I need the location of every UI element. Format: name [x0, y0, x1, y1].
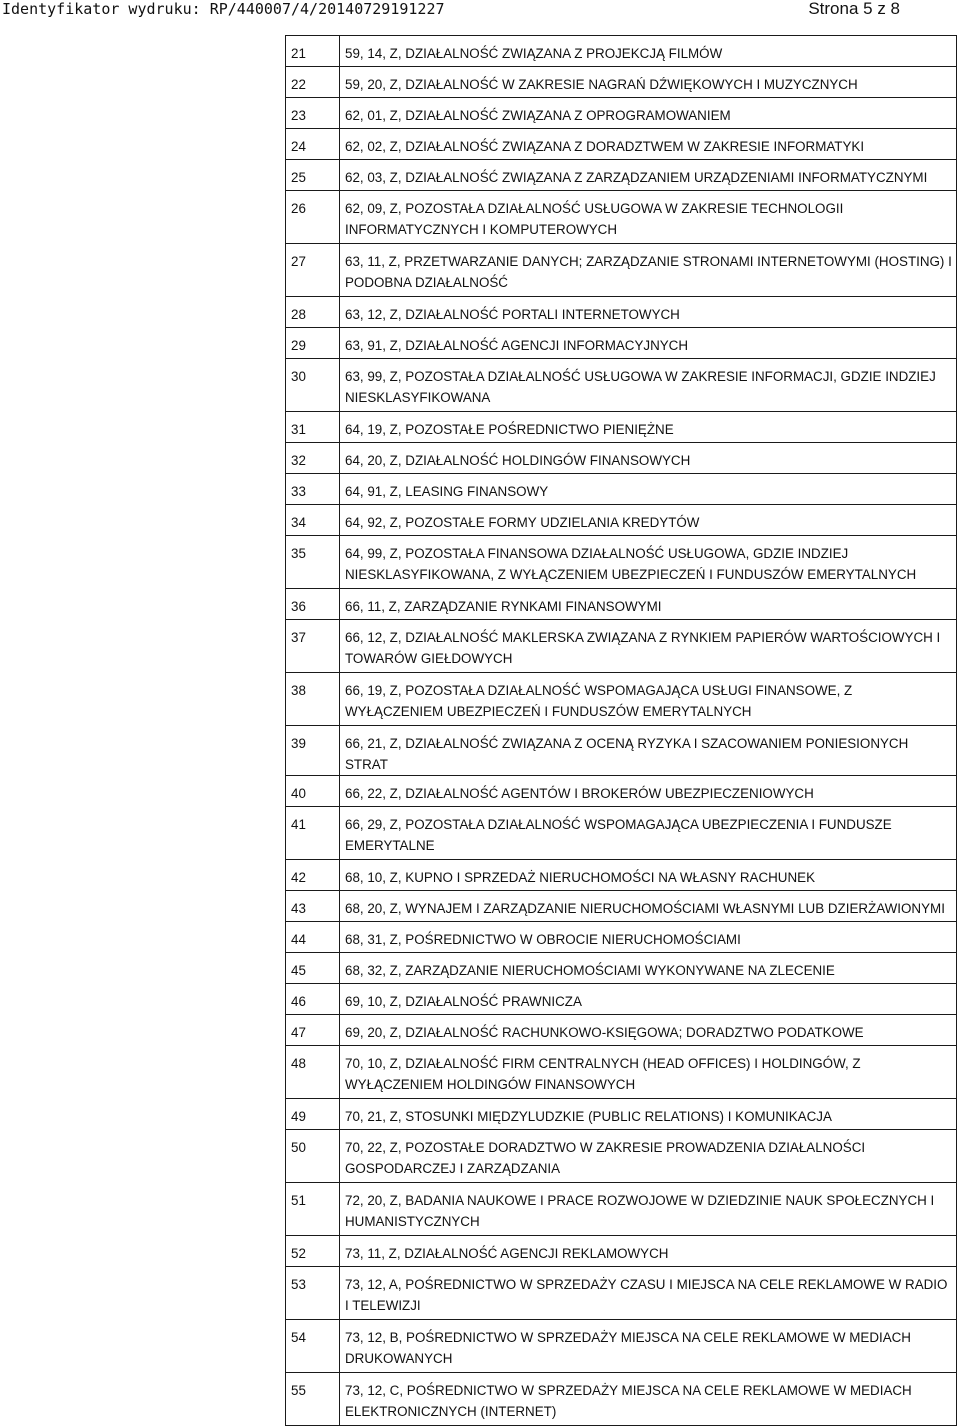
activity-description-cell	[340, 359, 957, 412]
row-number: 52	[291, 1246, 306, 1261]
activity-description-cell	[340, 328, 957, 359]
activity-description: 66, 29, Z, POZOSTAŁA DZIAŁALNOŚĆ WSPOMAGAJĄCA UBEZPIECZENIA I FUNDUSZE EMERYTALNE	[345, 817, 892, 853]
activity-description-cell	[340, 1267, 957, 1320]
activity-description: 73, 12, A, POŚREDNICTWO W SPRZEDAŻY CZASU I MIEJSCA NA CELE REKLAMOWE W RADIO I TELEWIZJI	[345, 1277, 948, 1313]
row-number: 28	[291, 307, 306, 322]
activity-description-cell	[340, 1046, 957, 1099]
row-number-cell	[286, 953, 340, 984]
row-number: 35	[291, 546, 306, 561]
activity-description: 59, 20, Z, DZIAŁALNOŚĆ W ZAKRESIE NAGRAŃ DŹWIĘKOWYCH I MUZYCZNYCH	[345, 77, 858, 92]
activity-description: 63, 11, Z, PRZETWARZANIE DANYCH; ZARZĄDZANIE STRONAMI INTERNETOWYMI (HOSTING) I PODOBNA DZIAŁALNOŚĆ	[345, 254, 952, 290]
table-row	[286, 412, 957, 443]
activity-description: 70, 10, Z, DZIAŁALNOŚĆ FIRM CENTRALNYCH (HEAD OFFICES) I HOLDINGÓW, Z WYŁĄCZENIEM HOLDINGÓW FINANSOWYCH	[345, 1056, 861, 1092]
row-number-cell	[286, 1236, 340, 1267]
row-number: 49	[291, 1109, 306, 1124]
row-number: 38	[291, 683, 306, 698]
table-row	[286, 860, 957, 891]
table-row	[286, 1046, 957, 1099]
activity-description-cell	[340, 807, 957, 860]
table-row	[286, 297, 957, 328]
activity-description-cell	[340, 160, 957, 191]
table-row	[286, 160, 957, 191]
table-row	[286, 505, 957, 536]
row-number-cell	[286, 505, 340, 536]
row-number-cell	[286, 1267, 340, 1320]
row-number-cell	[286, 297, 340, 328]
row-number-cell	[286, 443, 340, 474]
table-row	[286, 536, 957, 589]
table-row	[286, 443, 957, 474]
table-row	[286, 620, 957, 673]
row-number-cell	[286, 589, 340, 620]
row-number: 42	[291, 870, 306, 885]
page-header	[0, 0, 960, 22]
table-row	[286, 328, 957, 359]
activity-description: 64, 99, Z, POZOSTAŁA FINANSOWA DZIAŁALNOŚĆ USŁUGOWA, GDZIE INDZIEJ NIESKLASYFIKOWANA, Z WYŁĄCZENIEM UBEZPIECZEŃ I FUNDUSZÓW EMERYTALNYCH	[345, 546, 917, 582]
activity-description: 62, 03, Z, DZIAŁALNOŚĆ ZWIĄZANA Z ZARZĄDZANIEM URZĄDZENIAMI INFORMATYCZNYMI	[345, 170, 928, 185]
table-row	[286, 807, 957, 860]
activity-description: 64, 92, Z, POZOSTAŁE FORMY UDZIELANIA KREDYTÓW	[345, 515, 700, 530]
row-number: 30	[291, 369, 306, 384]
table-row	[286, 474, 957, 505]
table-row	[286, 359, 957, 412]
table-row	[286, 922, 957, 953]
row-number-cell	[286, 776, 340, 807]
row-number-cell	[286, 1183, 340, 1236]
row-number-cell	[286, 1046, 340, 1099]
activity-description-cell	[340, 98, 957, 129]
print-identifier: Identyfikator wydruku: RP/440007/4/20140729191227	[2, 0, 445, 18]
row-number: 48	[291, 1056, 306, 1071]
row-number-cell	[286, 673, 340, 726]
activity-description-cell	[340, 891, 957, 922]
activity-description: 68, 31, Z, POŚREDNICTWO W OBROCIE NIERUCHOMOŚCIAMI	[345, 932, 741, 947]
activity-description-cell	[340, 191, 957, 244]
row-number-cell	[286, 98, 340, 129]
activity-description-cell	[340, 589, 957, 620]
activity-description-cell	[340, 953, 957, 984]
activity-description: 66, 12, Z, DZIAŁALNOŚĆ MAKLERSKA ZWIĄZANA Z RYNKIEM PAPIERÓW WARTOŚCIOWYCH I TOWARÓW GIEŁDOWYCH	[345, 630, 941, 666]
row-number-cell	[286, 359, 340, 412]
activity-description-cell	[340, 984, 957, 1015]
row-number: 45	[291, 963, 306, 978]
row-number: 41	[291, 817, 306, 832]
table-row	[286, 984, 957, 1015]
table-row	[286, 191, 957, 244]
row-number: 47	[291, 1025, 306, 1040]
activity-description-cell	[340, 244, 957, 297]
table-row	[286, 244, 957, 297]
activity-description: 62, 09, Z, POZOSTAŁA DZIAŁALNOŚĆ USŁUGOWA W ZAKRESIE TECHNOLOGII INFORMATYCZNYCH I KOMPUTEROWYCH	[345, 201, 844, 237]
activity-description-cell	[340, 1183, 957, 1236]
activity-description: 73, 12, B, POŚREDNICTWO W SPRZEDAŻY MIEJSCA NA CELE REKLAMOWE W MEDIACH DRUKOWANYCH	[345, 1330, 911, 1366]
activity-description-cell	[340, 474, 957, 505]
activity-description-cell	[340, 1130, 957, 1183]
activity-description: 66, 22, Z, DZIAŁALNOŚĆ AGENTÓW I BROKERÓW UBEZPIECZENIOWYCH	[345, 786, 814, 801]
table-body	[286, 36, 957, 1426]
row-number-cell	[286, 984, 340, 1015]
row-number-cell	[286, 191, 340, 244]
activity-description: 70, 21, Z, STOSUNKI MIĘDZYLUDZKIE (PUBLIC RELATIONS) I KOMUNIKACJA	[345, 1109, 832, 1124]
row-number-cell	[286, 726, 340, 776]
table-row	[286, 1099, 957, 1130]
row-number-cell	[286, 36, 340, 67]
activity-description: 63, 99, Z, POZOSTAŁA DZIAŁALNOŚĆ USŁUGOWA W ZAKRESIE INFORMACJI, GDZIE INDZIEJ NIESKLASYFIKOWANA	[345, 369, 936, 405]
table-row	[286, 891, 957, 922]
activity-description-cell	[340, 443, 957, 474]
row-number: 37	[291, 630, 306, 645]
row-number: 50	[291, 1140, 306, 1155]
pkd-activity-table	[285, 35, 957, 1426]
activity-description-cell	[340, 1320, 957, 1373]
activity-description: 62, 01, Z, DZIAŁALNOŚĆ ZWIĄZANA Z OPROGRAMOWANIEM	[345, 108, 731, 123]
row-number-cell	[286, 536, 340, 589]
row-number: 34	[291, 515, 306, 530]
activity-description-cell	[340, 67, 957, 98]
row-number: 40	[291, 786, 306, 801]
row-number: 51	[291, 1193, 306, 1208]
row-number-cell	[286, 891, 340, 922]
row-number: 33	[291, 484, 306, 499]
activity-description: 69, 20, Z, DZIAŁALNOŚĆ RACHUNKOWO-KSIĘGOWA; DORADZTWO PODATKOWE	[345, 1025, 864, 1040]
row-number: 32	[291, 453, 306, 468]
row-number-cell	[286, 1373, 340, 1426]
activity-description-cell	[340, 922, 957, 953]
row-number-cell	[286, 474, 340, 505]
row-number-cell	[286, 160, 340, 191]
table-row	[286, 1373, 957, 1426]
row-number-cell	[286, 129, 340, 160]
activity-description: 64, 19, Z, POZOSTAŁE POŚREDNICTWO PIENIĘŻNE	[345, 422, 674, 437]
row-number: 22	[291, 77, 306, 92]
activity-description: 59, 14, Z, DZIAŁALNOŚĆ ZWIĄZANA Z PROJEKCJĄ FILMÓW	[345, 46, 723, 61]
activity-description: 66, 21, Z, DZIAŁALNOŚĆ ZWIĄZANA Z OCENĄ RYZYKA I SZACOWANIEM PONIESIONYCH STRAT	[345, 736, 909, 772]
row-number: 27	[291, 254, 306, 269]
row-number: 44	[291, 932, 306, 947]
table-row	[286, 726, 957, 776]
activity-description: 73, 11, Z, DZIAŁALNOŚĆ AGENCJI REKLAMOWYCH	[345, 1246, 669, 1261]
row-number: 21	[291, 46, 306, 61]
row-number-cell	[286, 244, 340, 297]
activity-description-cell	[340, 1099, 957, 1130]
row-number-cell	[286, 328, 340, 359]
activity-description: 69, 10, Z, DZIAŁALNOŚĆ PRAWNICZA	[345, 994, 582, 1009]
row-number-cell	[286, 860, 340, 891]
activity-description: 70, 22, Z, POZOSTAŁE DORADZTWO W ZAKRESIE PROWADZENIA DZIAŁALNOŚCI GOSPODARCZEJ I ZARZĄDZANIA	[345, 1140, 866, 1176]
activity-description-cell	[340, 726, 957, 776]
table-row	[286, 129, 957, 160]
row-number: 24	[291, 139, 306, 154]
row-number: 26	[291, 201, 306, 216]
row-number-cell	[286, 67, 340, 98]
table-row	[286, 1015, 957, 1046]
activity-description-cell	[340, 412, 957, 443]
activity-description: 68, 32, Z, ZARZĄDZANIE NIERUCHOMOŚCIAMI WYKONYWANE NA ZLECENIE	[345, 963, 835, 978]
row-number: 53	[291, 1277, 306, 1292]
row-number: 31	[291, 422, 306, 437]
row-number-cell	[286, 922, 340, 953]
activity-description-cell	[340, 297, 957, 328]
activity-description: 68, 20, Z, WYNAJEM I ZARZĄDZANIE NIERUCHOMOŚCIAMI WŁASNYMI LUB DZIERŻAWIONYMI	[345, 901, 945, 916]
table-row	[286, 1236, 957, 1267]
activity-description-cell	[340, 36, 957, 67]
table-row	[286, 1267, 957, 1320]
row-number-cell	[286, 1320, 340, 1373]
activity-description: 73, 12, C, POŚREDNICTWO W SPRZEDAŻY MIEJSCA NA CELE REKLAMOWE W MEDIACH ELEKTRONICZNYCH (INTERNET)	[345, 1383, 912, 1419]
activity-description: 63, 12, Z, DZIAŁALNOŚĆ PORTALI INTERNETOWYCH	[345, 307, 680, 322]
row-number: 43	[291, 901, 306, 916]
table-row	[286, 1183, 957, 1236]
activity-description-cell	[340, 536, 957, 589]
table-row	[286, 589, 957, 620]
row-number-cell	[286, 1130, 340, 1183]
row-number-cell	[286, 1099, 340, 1130]
row-number: 23	[291, 108, 306, 123]
activity-description: 64, 91, Z, LEASING FINANSOWY	[345, 484, 549, 499]
activity-description: 62, 02, Z, DZIAŁALNOŚĆ ZWIĄZANA Z DORADZTWEM W ZAKRESIE INFORMATYKI	[345, 139, 865, 154]
activity-description-cell	[340, 1373, 957, 1426]
table-row	[286, 67, 957, 98]
row-number-cell	[286, 620, 340, 673]
activity-description-cell	[340, 860, 957, 891]
row-number: 25	[291, 170, 306, 185]
activity-description: 66, 11, Z, ZARZĄDZANIE RYNKAMI FINANSOWYMI	[345, 599, 662, 614]
row-number: 29	[291, 338, 306, 353]
activity-description: 72, 20, Z, BADANIA NAUKOWE I PRACE ROZWOJOWE W DZIEDZINIE NAUK SPOŁECZNYCH I HUMANISTYCZNYCH	[345, 1193, 935, 1229]
activity-description: 68, 10, Z, KUPNO I SPRZEDAŻ NIERUCHOMOŚCI NA WŁASNY RACHUNEK	[345, 870, 816, 885]
activity-description-cell	[340, 505, 957, 536]
table-row	[286, 36, 957, 67]
activity-description-cell	[340, 1236, 957, 1267]
row-number: 54	[291, 1330, 306, 1345]
row-number: 39	[291, 736, 306, 751]
row-number-cell	[286, 807, 340, 860]
activity-description: 64, 20, Z, DZIAŁALNOŚĆ HOLDINGÓW FINANSOWYCH	[345, 453, 691, 468]
table-row	[286, 776, 957, 807]
table-row	[286, 98, 957, 129]
activity-description-cell	[340, 129, 957, 160]
activity-description-cell	[340, 1015, 957, 1046]
activity-description: 63, 91, Z, DZIAŁALNOŚĆ AGENCJI INFORMACYJNYCH	[345, 338, 689, 353]
table-row	[286, 1320, 957, 1373]
row-number: 55	[291, 1383, 306, 1398]
activity-description: 66, 19, Z, POZOSTAŁA DZIAŁALNOŚĆ WSPOMAGAJĄCA USŁUGI FINANSOWE, Z WYŁĄCZENIEM UBEZPIECZEŃ I FUNDUSZÓW EMERYTALNYCH	[345, 683, 853, 719]
table-row	[286, 1130, 957, 1183]
table-row	[286, 953, 957, 984]
row-number-cell	[286, 412, 340, 443]
activity-description-cell	[340, 776, 957, 807]
row-number: 46	[291, 994, 306, 1009]
row-number-cell	[286, 1015, 340, 1046]
activity-description-cell	[340, 673, 957, 726]
row-number: 36	[291, 599, 306, 614]
activity-description-cell	[340, 620, 957, 673]
table-row	[286, 673, 957, 726]
page-number: Strona 5 z 8	[808, 0, 900, 18]
